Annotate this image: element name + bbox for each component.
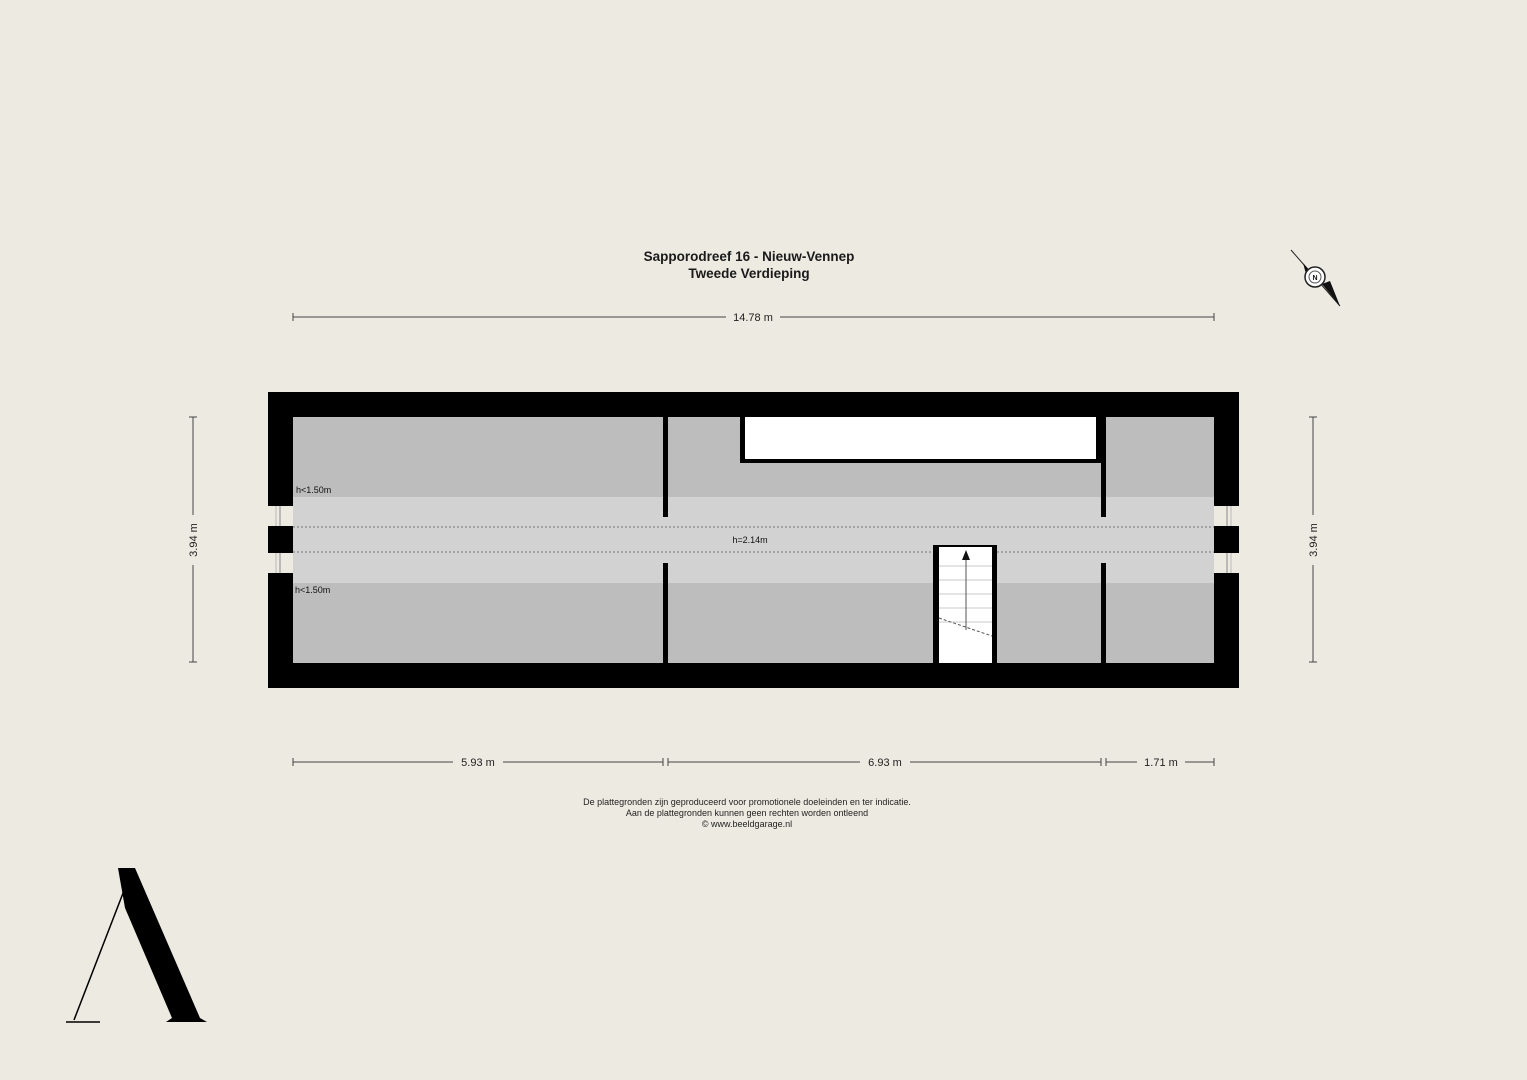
disclaimer-line-1: De plattegronden zijn geproduceerd voor promotionele doeleinden en ter indicatie. — [583, 797, 911, 807]
address-title: Sapporodreef 16 - Nieuw-Vennep — [643, 249, 855, 264]
roof-void — [740, 417, 1101, 463]
staircase — [933, 545, 997, 663]
dimension-segments — [293, 758, 1214, 766]
svg-text:N: N — [1312, 275, 1318, 282]
low-height-label-top: h<1.50m — [296, 485, 332, 495]
dimension-segment-3-label: 1.71 m — [1144, 757, 1178, 769]
dimension-segment-1-label: 5.93 m — [461, 757, 495, 769]
low-height-label-bottom: h<1.50m — [295, 585, 331, 595]
disclaimer-line-2: Aan de plattegronden kunnen geen rechten worden ontleend — [625, 808, 869, 818]
lambda-logo-icon — [66, 868, 207, 1022]
dimension-total-width-label: 14.78 m — [733, 312, 773, 324]
dimension-segment-2-label: 6.93 m — [868, 757, 902, 769]
dimension-height-left-label: 3.94 m — [188, 523, 200, 557]
ridge-height-label: h=2.14m — [732, 535, 768, 545]
floor-title: Tweede Verdieping — [688, 266, 810, 281]
disclaimer — [447, 797, 1047, 830]
dimension-height-right-label: 3.94 m — [1308, 523, 1320, 557]
disclaimer-line-3: © www.beeldgarage.nl — [701, 819, 793, 829]
compass-north-icon — [1291, 250, 1340, 306]
